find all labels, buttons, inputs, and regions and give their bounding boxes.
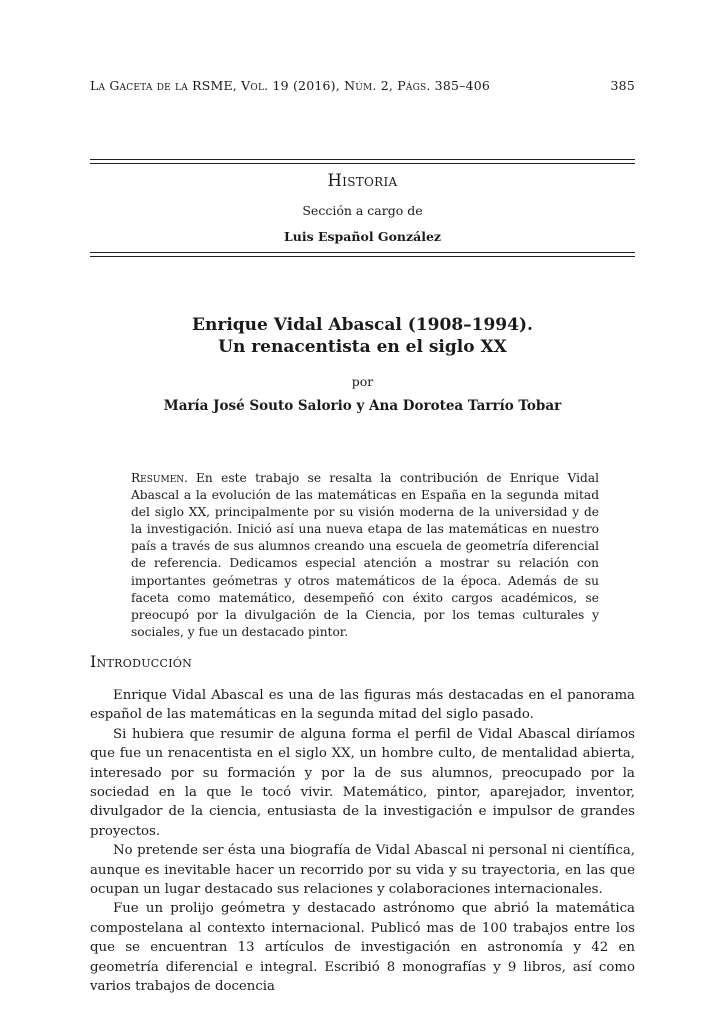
section-rule-top-1 [90, 159, 635, 160]
section-subtitle: Sección a cargo de [302, 203, 423, 218]
running-head [90, 78, 635, 93]
abstract-text: En este trabajo se resalta la contribución de Enrique Vidal Abascal a la evolución de las matemáticas en España en la segunda mitad del siglo XX, principalmente por su visión moderna de la universidad y de la investigación. Inició así una nueva etapa de las matemáticas en nuestro país a través de sus alumnos creando una escuela de geometría diferencial de referencia. Dedicamos especial atención a mostrar su relación con importantes geómetras y otros matemáticos de la época. Además de su faceta como matemático, desempeñó con éxito cargos académicos, se preocupó por la divulgación de la Ciencia, por los temas culturales y sociales, y fue un destacado pintor. [131, 471, 599, 639]
section-title: Historia [327, 171, 398, 190]
article-title-line2: Un renacentista en el siglo XX [218, 337, 507, 357]
by-line: por [351, 374, 374, 389]
section-rule-bottom-1 [90, 252, 635, 253]
article-authors: María José Souto Salorio y Ana Dorotea Tarrío Tobar [163, 398, 562, 414]
section-editor: Luis Español González [283, 229, 442, 244]
introduction-body [90, 686, 635, 997]
article-title-line1: Enrique Vidal Abascal (1908–1994). [192, 315, 533, 335]
intro-paragraph: No pretende ser ésta una biografía de Vidal Abascal ni personal ni científica, aunque es inevitable hacer un recorrido por su vida y su trayectoria, en las que ocupan un lugar destacado sus relaciones y colaboraciones internacionales. [90, 843, 635, 898]
introduction-heading: Introducción [90, 652, 193, 671]
article-title [90, 314, 635, 358]
intro-paragraph: Si hubiera que resumir de alguna forma el perfil de Vidal Abascal diríamos que fue un renacentista en el siglo XX, un hombre culto, de mentalidad abierta, interesado por su formación y por la de sus alumnos, preocupado por la sociedad en la que le tocó vivir. Matemático, pintor, aparejador, inventor, divulgador de la ciencia, entusiasta de la investigación e impulsor de grandes proyectos. [90, 726, 635, 839]
section-rule-bottom-2 [90, 256, 635, 257]
intro-paragraph: Fue un prolijo geómetra y destacado astrónomo que abrió la matemática compostelana al contexto internacional. Publicó mas de 100 trabajos entre los que se encuentran 13 artículos de investigación en astronomía y 42 en geometría diferencial e integral. Escribió 8 monografías y 9 libros, así como varios trabajos de docencia [90, 901, 635, 995]
journal-citation: La Gaceta de la RSME, Vol. 19 (2016), Núm. 2, Págs. 385–406 [90, 78, 491, 93]
section-rule-top-2 [90, 163, 635, 164]
abstract-label: Resumen. [131, 471, 189, 485]
page-number: 385 [610, 78, 635, 93]
abstract [131, 470, 599, 641]
intro-paragraph: Enrique Vidal Abascal es una de las figuras más destacadas en el panorama español de las matemáticas en la segunda mitad del siglo pasado. [90, 688, 635, 723]
